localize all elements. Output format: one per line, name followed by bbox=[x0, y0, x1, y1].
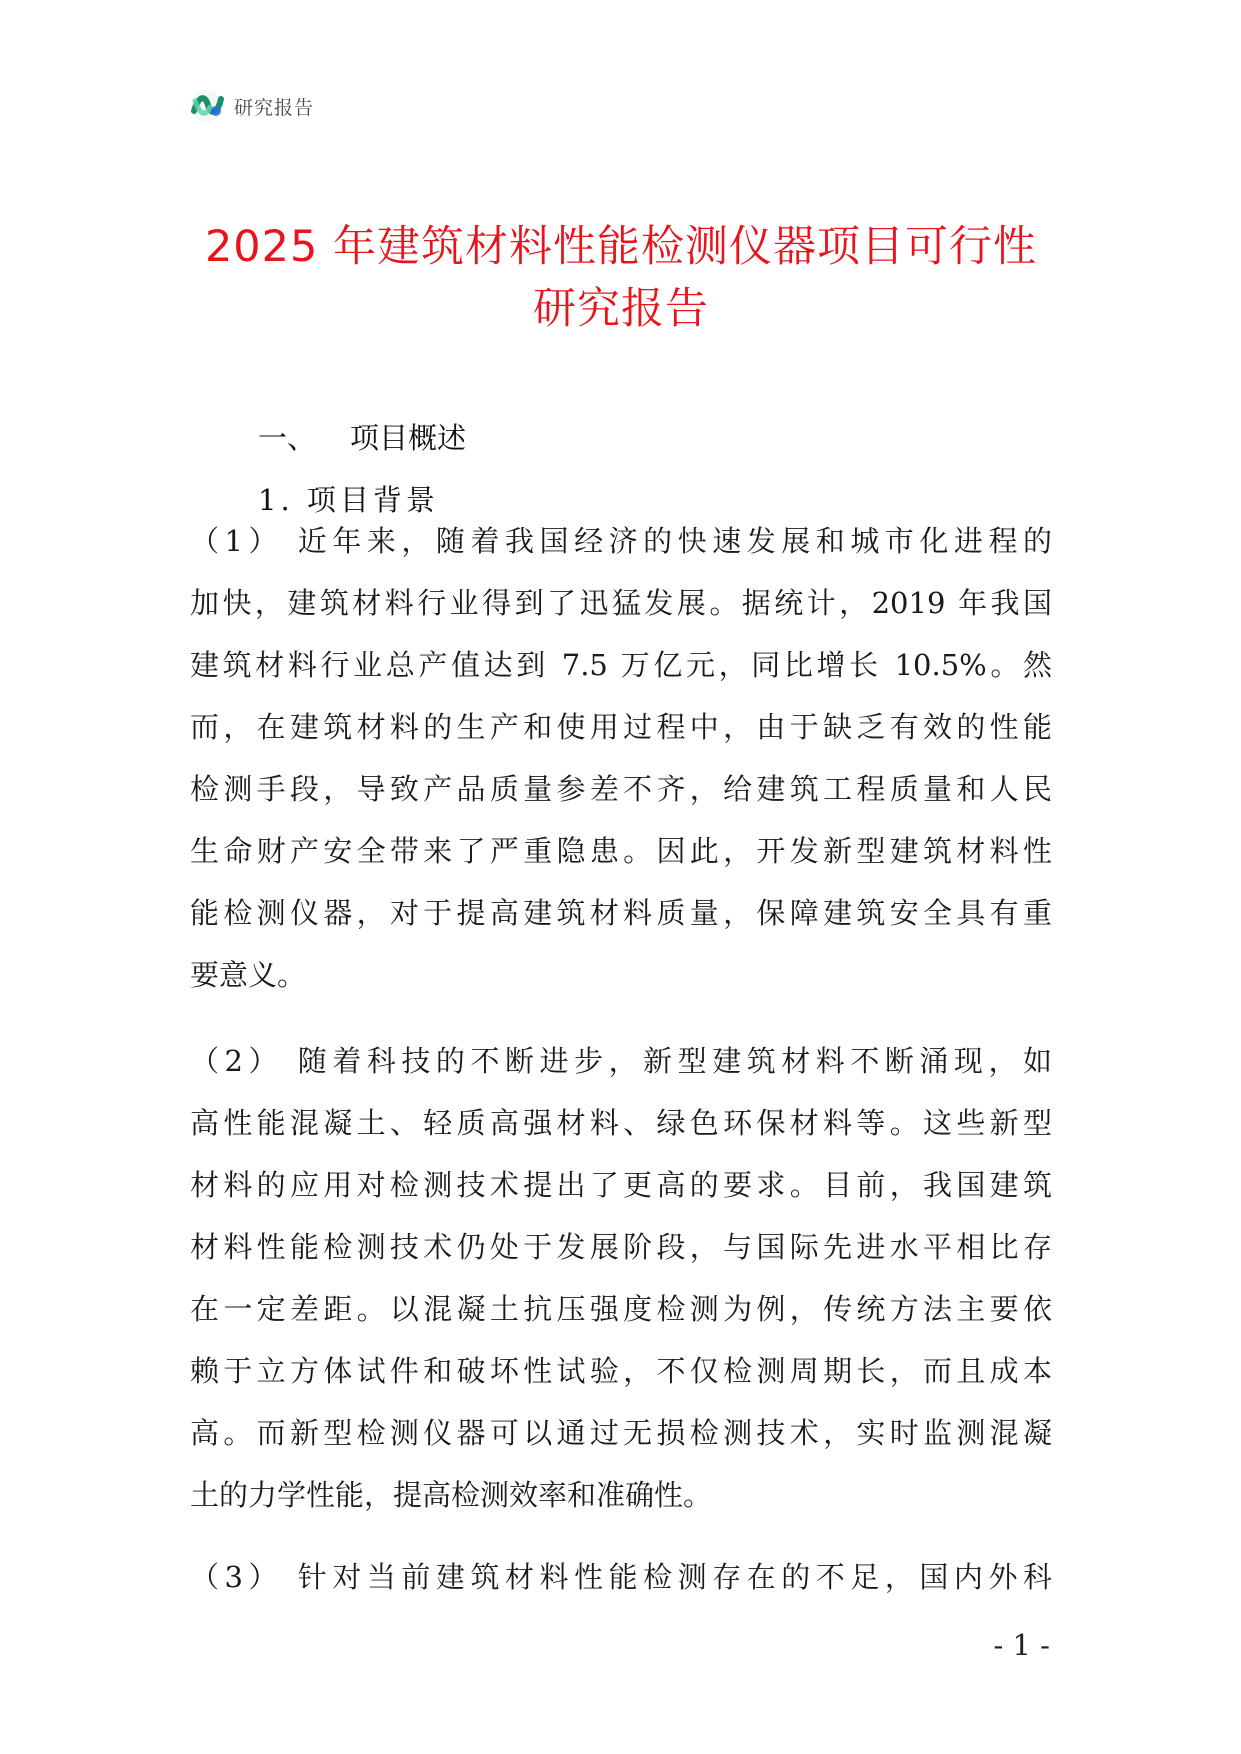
paragraph-1 bbox=[190, 510, 1052, 1006]
paragraph-line: 能检测仪器，对于提高建筑材料质量，保障建筑安全具有重 bbox=[190, 896, 1052, 930]
paragraph-line: 材料的应用对检测技术提出了更高的要求。目前，我国建筑 bbox=[190, 1168, 1052, 1202]
paragraph-line: 建筑材料行业总产值达到 7.5 万亿元，同比增长 10.5%。然 bbox=[190, 648, 1052, 682]
header-label: 研究报告 bbox=[234, 96, 315, 119]
paragraph-line: 赖于立方体试件和破坏性试验，不仅检测周期长，而且成本 bbox=[190, 1354, 1052, 1388]
paragraph-line: 在一定差距。以混凝土抗压强度检测为例，传统方法主要依 bbox=[190, 1292, 1052, 1326]
section-heading bbox=[258, 418, 466, 458]
paragraph-line: 生命财产安全带来了严重隐患。因此，开发新型建筑材料性 bbox=[190, 834, 1052, 868]
paragraph-line: （1） 近年来，随着我国经济的快速发展和城市化进程的 bbox=[190, 524, 1052, 558]
paragraph-line: 土的力学性能，提高检测效率和准确性。 bbox=[190, 1478, 713, 1512]
paragraph-line: （3） 针对当前建筑材料性能检测存在的不足，国内外科 bbox=[190, 1560, 1052, 1594]
paragraph-line: 加快，建筑材料行业得到了迅猛发展。据统计，2019 年我国 bbox=[190, 586, 1052, 620]
paragraph-line: 高性能混凝土、轻质高强材料、绿色环保材料等。这些新型 bbox=[190, 1106, 1052, 1140]
section-number: 一、 bbox=[258, 421, 317, 455]
page-number: - 1 - bbox=[993, 1628, 1050, 1662]
paragraph-line: 材料性能检测技术仍处于发展阶段，与国际先进水平相比存 bbox=[190, 1230, 1052, 1264]
subsection-heading: 1. 项目背景 bbox=[258, 483, 439, 517]
paragraph-line: （2） 随着科技的不断进步，新型建筑材料不断涌现，如 bbox=[190, 1044, 1052, 1078]
paragraph-2 bbox=[190, 1030, 1052, 1526]
abstract-logo-icon bbox=[190, 89, 224, 123]
title-line-2: 研究报告 bbox=[533, 284, 709, 334]
document-title bbox=[190, 216, 1052, 340]
paragraph-line: 高。而新型检测仪器可以通过无损检测技术，实时监测混凝 bbox=[190, 1416, 1052, 1450]
title-line-1: 2025 年建筑材料性能检测仪器项目可行性 bbox=[204, 222, 1038, 272]
paragraph-line: 而，在建筑材料的生产和使用过程中，由于缺乏有效的性能 bbox=[190, 710, 1052, 744]
paragraph-line: 检测手段，导致产品质量参差不齐，给建筑工程质量和人民 bbox=[190, 772, 1052, 806]
paragraph-3 bbox=[190, 1546, 1052, 1608]
paragraph-line: 要意义。 bbox=[190, 958, 307, 992]
section-title: 项目概述 bbox=[350, 421, 467, 455]
page-header bbox=[190, 88, 314, 124]
